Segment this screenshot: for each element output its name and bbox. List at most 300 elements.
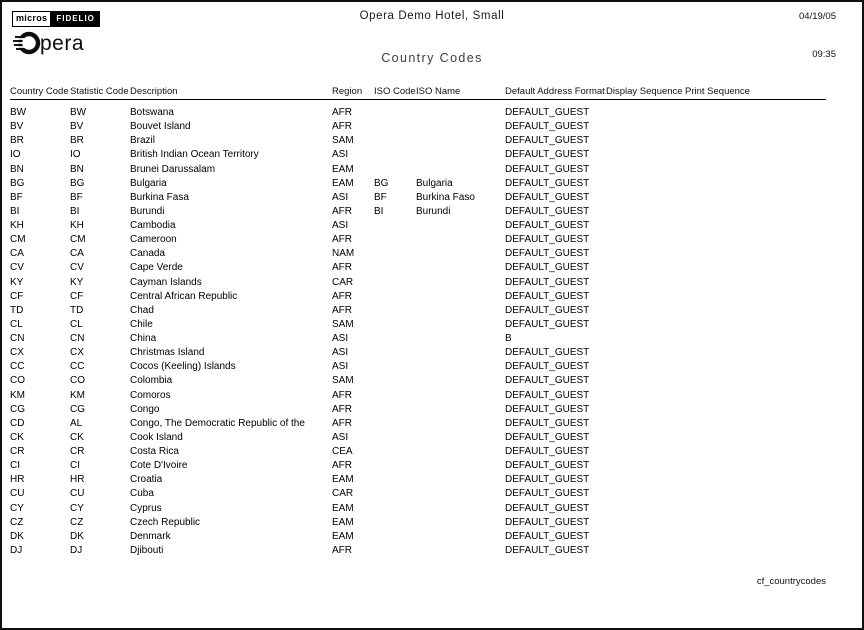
table-row: [10, 502, 826, 516]
cell-description: Botswana: [130, 107, 174, 118]
cell-iso-name: [416, 502, 505, 516]
cell-iso-name: [416, 445, 505, 459]
cell-statistic-code: CN: [70, 333, 85, 344]
cell-display-sequence: [606, 148, 685, 162]
cell-print-sequence: [685, 502, 826, 516]
cell-display-sequence: [606, 304, 685, 318]
cell-description: Brazil: [130, 135, 156, 147]
table-row: [10, 516, 826, 530]
cell-iso-code: [374, 290, 416, 304]
cell-description: Cayman Islands: [130, 276, 202, 288]
cell-region: EAM: [332, 177, 354, 189]
cell-iso-name: [416, 261, 505, 275]
table-row: [10, 459, 826, 473]
cell-iso-name: Burkina Faso: [416, 191, 475, 203]
table-row: [10, 233, 826, 247]
cell-iso-name: [416, 290, 505, 304]
cell-iso-name: Bulgaria: [416, 177, 453, 189]
cell-country-code: CR: [10, 446, 25, 457]
table-row: [10, 318, 826, 332]
cell-print-sequence: [685, 459, 826, 473]
cell-default-address-format: DEFAULT_GUEST: [505, 205, 590, 217]
cell-country-code: HR: [10, 474, 25, 486]
cell-country-code: CD: [10, 417, 25, 429]
cell-statistic-code: TD: [70, 304, 84, 316]
cell-region: ASI: [332, 220, 349, 231]
cell-print-sequence: [685, 346, 826, 360]
cell-display-sequence: [606, 417, 685, 431]
column-header-print-sequence: Print Sequence: [685, 86, 750, 97]
cell-country-code: CG: [10, 403, 25, 415]
cell-display-sequence: [606, 487, 685, 501]
cell-country-code: CZ: [10, 516, 24, 528]
column-header-iso-name: ISO Name: [416, 86, 461, 97]
cell-iso-name: [416, 318, 505, 332]
cell-statistic-code: CZ: [70, 516, 84, 528]
cell-description: Cameroon: [130, 234, 177, 246]
cell-description: Cambodia: [130, 220, 176, 231]
cell-display-sequence: [606, 318, 685, 332]
cell-iso-name: [416, 487, 505, 501]
cell-print-sequence: [685, 205, 826, 219]
cell-iso-name: [416, 163, 505, 177]
cell-iso-name: [416, 148, 505, 162]
cell-iso-code: [374, 389, 416, 403]
column-header-region: Region: [332, 86, 363, 97]
cell-statistic-code: CU: [70, 488, 85, 500]
cell-region: AFR: [332, 389, 352, 401]
cell-iso-code: [374, 431, 416, 445]
cell-country-code: BR: [10, 135, 24, 147]
cell-country-code: CM: [10, 234, 26, 246]
header-divider-line: [10, 99, 826, 100]
cell-print-sequence: [685, 431, 826, 445]
cell-print-sequence: [685, 247, 826, 261]
cell-display-sequence: [606, 530, 685, 544]
cell-region: AFR: [332, 234, 352, 246]
cell-default-address-format: DEFAULT_GUEST: [505, 347, 590, 359]
cell-display-sequence: [606, 516, 685, 530]
cell-default-address-format: DEFAULT_GUEST: [505, 234, 590, 246]
cell-display-sequence: [606, 134, 685, 148]
cell-iso-code: [374, 502, 416, 516]
table-header-row: [10, 86, 826, 97]
cell-region: ASI: [332, 333, 349, 344]
table-row: [10, 177, 826, 191]
report-time: 09:35: [812, 49, 836, 60]
cell-iso-code: [374, 120, 416, 134]
cell-description: British Indian Ocean Territory: [130, 149, 259, 161]
cell-region: CEA: [332, 446, 353, 457]
cell-description: Bouvet Island: [130, 121, 191, 133]
cell-display-sequence: [606, 191, 685, 205]
cell-region: EAM: [332, 530, 354, 542]
cell-country-code: DJ: [10, 544, 23, 556]
cell-region: SAM: [332, 318, 354, 330]
cell-iso-name: [416, 106, 505, 120]
cell-default-address-format: DEFAULT_GUEST: [505, 220, 590, 231]
cell-description: Central African Republic: [130, 290, 238, 302]
report-file-reference: cf_countrycodes: [756, 576, 826, 587]
cell-region: AFR: [332, 262, 352, 274]
country-codes-table: [10, 106, 826, 558]
cell-region: AFR: [332, 544, 352, 556]
cell-print-sequence: [685, 261, 826, 275]
cell-default-address-format: DEFAULT_GUEST: [505, 177, 590, 189]
fidelio-logo-text: FIDELIO: [51, 11, 100, 27]
cell-description: Chad: [130, 304, 154, 316]
cell-statistic-code: BV: [70, 121, 84, 133]
cell-statistic-code: BN: [70, 163, 84, 175]
cell-country-code: BI: [10, 205, 20, 217]
table-row: [10, 290, 826, 304]
cell-iso-name: [416, 346, 505, 360]
table-row: [10, 389, 826, 403]
cell-country-code: CC: [10, 361, 25, 373]
cell-country-code: CU: [10, 488, 25, 500]
cell-description: Denmark: [130, 530, 171, 542]
cell-iso-name: [416, 233, 505, 247]
cell-iso-code: [374, 459, 416, 473]
cell-default-address-format: DEFAULT_GUEST: [505, 248, 590, 260]
cell-iso-code: [374, 247, 416, 261]
cell-iso-code: [374, 304, 416, 318]
cell-country-code: KY: [10, 276, 24, 288]
cell-country-code: CL: [10, 318, 23, 330]
cell-print-sequence: [685, 233, 826, 247]
cell-country-code: IO: [10, 149, 21, 161]
cell-print-sequence: [685, 530, 826, 544]
cell-default-address-format: DEFAULT_GUEST: [505, 530, 590, 542]
cell-default-address-format: DEFAULT_GUEST: [505, 121, 590, 133]
cell-statistic-code: BI: [70, 205, 80, 217]
table-row: [10, 403, 826, 417]
cell-print-sequence: [685, 148, 826, 162]
cell-display-sequence: [606, 360, 685, 374]
cell-iso-code: [374, 332, 416, 346]
cell-description: Costa Rica: [130, 446, 179, 457]
cell-iso-code: [374, 276, 416, 290]
cell-iso-name: [416, 403, 505, 417]
cell-display-sequence: [606, 445, 685, 459]
table-row: [10, 530, 826, 544]
table-row: [10, 219, 826, 233]
cell-description: China: [130, 333, 157, 344]
cell-display-sequence: [606, 290, 685, 304]
cell-description: Colombia: [130, 375, 173, 387]
column-header-country-code: Country Code: [10, 86, 69, 97]
cell-iso-name: [416, 374, 505, 388]
cell-default-address-format: DEFAULT_GUEST: [505, 502, 590, 514]
cell-region: SAM: [332, 375, 354, 387]
cell-default-address-format: DEFAULT_GUEST: [505, 516, 590, 528]
cell-display-sequence: [606, 431, 685, 445]
cell-print-sequence: [685, 290, 826, 304]
cell-country-code: BG: [10, 177, 25, 189]
cell-display-sequence: [606, 389, 685, 403]
cell-iso-name: [416, 134, 505, 148]
table-row: [10, 374, 826, 388]
cell-iso-name: [416, 459, 505, 473]
table-row: [10, 417, 826, 431]
cell-description: Czech Republic: [130, 516, 201, 528]
table-row: [10, 276, 826, 290]
cell-country-code: CY: [10, 502, 24, 514]
cell-region: AFR: [332, 121, 352, 133]
cell-description: Christmas Island: [130, 347, 205, 359]
cell-region: AFR: [332, 205, 352, 217]
cell-iso-code: [374, 233, 416, 247]
cell-iso-name: [416, 473, 505, 487]
cell-iso-name: [416, 304, 505, 318]
table-row: [10, 191, 826, 205]
cell-default-address-format: DEFAULT_GUEST: [505, 191, 590, 203]
cell-iso-code: [374, 346, 416, 360]
cell-print-sequence: [685, 403, 826, 417]
cell-country-code: CO: [10, 375, 25, 387]
cell-print-sequence: [685, 473, 826, 487]
cell-statistic-code: CG: [70, 403, 85, 415]
cell-country-code: CK: [10, 431, 24, 443]
cell-country-code: TD: [10, 304, 24, 316]
cell-iso-name: [416, 332, 505, 346]
cell-iso-code: BI: [374, 205, 384, 217]
cell-country-code: KM: [10, 389, 25, 401]
cell-region: AFR: [332, 304, 352, 316]
cell-iso-name: [416, 389, 505, 403]
cell-default-address-format: DEFAULT_GUEST: [505, 276, 590, 288]
cell-default-address-format: DEFAULT_GUEST: [505, 262, 590, 274]
cell-iso-name: [416, 417, 505, 431]
cell-print-sequence: [685, 445, 826, 459]
cell-statistic-code: CF: [70, 290, 84, 302]
cell-default-address-format: DEFAULT_GUEST: [505, 488, 590, 500]
cell-display-sequence: [606, 163, 685, 177]
table-row: [10, 346, 826, 360]
micros-logo-text: micros: [12, 11, 51, 27]
cell-print-sequence: [685, 544, 826, 558]
cell-statistic-code: BG: [70, 177, 85, 189]
cell-region: ASI: [332, 431, 349, 443]
cell-default-address-format: DEFAULT_GUEST: [505, 544, 590, 556]
column-header-default-address-format: Default Address Format: [505, 86, 605, 97]
cell-iso-name: [416, 360, 505, 374]
cell-region: AFR: [332, 460, 352, 472]
cell-display-sequence: [606, 177, 685, 191]
cell-country-code: CX: [10, 347, 24, 359]
cell-description: Chile: [130, 318, 153, 330]
cell-default-address-format: DEFAULT_GUEST: [505, 318, 590, 330]
cell-statistic-code: DK: [70, 530, 84, 542]
cell-statistic-code: KY: [70, 276, 84, 288]
cell-display-sequence: [606, 544, 685, 558]
cell-country-code: CA: [10, 248, 24, 260]
cell-default-address-format: DEFAULT_GUEST: [505, 446, 590, 457]
cell-display-sequence: [606, 459, 685, 473]
cell-statistic-code: CO: [70, 375, 85, 387]
cell-description: Burundi: [130, 205, 165, 217]
cell-iso-name: Burundi: [416, 205, 451, 217]
cell-statistic-code: CK: [70, 431, 84, 443]
cell-print-sequence: [685, 276, 826, 290]
cell-print-sequence: [685, 389, 826, 403]
cell-description: Congo, The Democratic Republic of the: [130, 417, 305, 429]
cell-iso-code: [374, 148, 416, 162]
cell-iso-code: [374, 134, 416, 148]
cell-region: ASI: [332, 361, 349, 373]
cell-description: Bulgaria: [130, 177, 167, 189]
cell-print-sequence: [685, 219, 826, 233]
cell-country-code: CV: [10, 262, 24, 274]
cell-default-address-format: DEFAULT_GUEST: [505, 290, 590, 302]
cell-region: CAR: [332, 488, 354, 500]
cell-iso-code: [374, 516, 416, 530]
column-header-iso-code: ISO Code: [374, 86, 416, 97]
cell-print-sequence: [685, 318, 826, 332]
cell-iso-code: BG: [374, 177, 389, 189]
cell-region: AFR: [332, 403, 352, 415]
cell-iso-name: [416, 544, 505, 558]
cell-description: Djibouti: [130, 544, 164, 556]
table-row: [10, 473, 826, 487]
cell-statistic-code: DJ: [70, 544, 83, 556]
cell-display-sequence: [606, 276, 685, 290]
cell-country-code: CF: [10, 290, 24, 302]
cell-iso-name: [416, 219, 505, 233]
cell-region: EAM: [332, 163, 354, 175]
cell-print-sequence: [685, 487, 826, 501]
cell-iso-code: [374, 530, 416, 544]
cell-display-sequence: [606, 261, 685, 275]
cell-region: EAM: [332, 516, 354, 528]
cell-country-code: DK: [10, 530, 24, 542]
cell-iso-code: BF: [374, 191, 387, 203]
cell-iso-name: [416, 120, 505, 134]
opera-logo-text: pera: [40, 31, 85, 55]
cell-iso-code: [374, 318, 416, 332]
cell-iso-code: [374, 473, 416, 487]
table-row: [10, 360, 826, 374]
cell-display-sequence: [606, 205, 685, 219]
table-row: [10, 134, 826, 148]
cell-statistic-code: CA: [70, 248, 84, 260]
cell-statistic-code: CL: [70, 318, 83, 330]
cell-default-address-format: DEFAULT_GUEST: [505, 431, 590, 443]
cell-print-sequence: [685, 106, 826, 120]
cell-default-address-format: DEFAULT_GUEST: [505, 361, 590, 373]
cell-default-address-format: DEFAULT_GUEST: [505, 375, 590, 387]
table-row: [10, 247, 826, 261]
cell-country-code: BF: [10, 191, 23, 203]
cell-iso-name: [416, 530, 505, 544]
cell-region: ASI: [332, 149, 349, 161]
cell-iso-name: [416, 247, 505, 261]
cell-default-address-format: DEFAULT_GUEST: [505, 460, 590, 472]
table-row: [10, 544, 826, 558]
cell-iso-code: [374, 219, 416, 233]
cell-description: Brunei Darussalam: [130, 163, 216, 175]
cell-country-code: BN: [10, 163, 24, 175]
cell-iso-code: [374, 106, 416, 120]
table-row: [10, 106, 826, 120]
cell-statistic-code: CV: [70, 262, 84, 274]
table-row: [10, 148, 826, 162]
cell-display-sequence: [606, 332, 685, 346]
cell-description: Comoros: [130, 389, 171, 401]
cell-description: Croatia: [130, 474, 163, 486]
cell-country-code: BV: [10, 121, 24, 133]
cell-iso-code: [374, 417, 416, 431]
cell-print-sequence: [685, 516, 826, 530]
cell-statistic-code: BW: [70, 107, 87, 118]
cell-iso-name: [416, 431, 505, 445]
cell-description: Cuba: [130, 488, 154, 500]
cell-display-sequence: [606, 106, 685, 120]
cell-iso-code: [374, 163, 416, 177]
table-row: [10, 332, 826, 346]
cell-default-address-format: DEFAULT_GUEST: [505, 474, 590, 486]
cell-statistic-code: HR: [70, 474, 85, 486]
cell-print-sequence: [685, 191, 826, 205]
cell-description: Cape Verde: [130, 262, 183, 274]
cell-country-code: CI: [10, 460, 20, 472]
cell-country-code: BW: [10, 107, 27, 118]
page-title: Country Codes: [381, 51, 483, 65]
cell-region: NAM: [332, 248, 355, 260]
cell-iso-code: [374, 360, 416, 374]
cell-print-sequence: [685, 134, 826, 148]
cell-iso-name: [416, 516, 505, 530]
cell-iso-code: [374, 544, 416, 558]
cell-iso-code: [374, 261, 416, 275]
cell-region: AFR: [332, 107, 352, 118]
cell-country-code: KH: [10, 220, 24, 231]
cell-region: ASI: [332, 347, 349, 359]
cell-statistic-code: CX: [70, 347, 84, 359]
hotel-name: Opera Demo Hotel, Small: [359, 10, 505, 22]
cell-display-sequence: [606, 346, 685, 360]
cell-display-sequence: [606, 403, 685, 417]
cell-region: AFR: [332, 417, 352, 429]
table-row: [10, 304, 826, 318]
cell-iso-code: [374, 374, 416, 388]
cell-statistic-code: AL: [70, 417, 83, 429]
cell-description: Congo: [130, 403, 160, 415]
cell-statistic-code: CC: [70, 361, 85, 373]
table-row: [10, 163, 826, 177]
cell-statistic-code: CY: [70, 502, 84, 514]
cell-description: Canada: [130, 248, 166, 260]
cell-print-sequence: [685, 120, 826, 134]
cell-description: Cook Island: [130, 431, 183, 443]
cell-iso-code: [374, 403, 416, 417]
column-header-statistic-code: Statistic Code: [70, 86, 129, 97]
cell-region: CAR: [332, 276, 354, 288]
cell-print-sequence: [685, 332, 826, 346]
cell-country-code: CN: [10, 333, 25, 344]
cell-region: EAM: [332, 474, 354, 486]
cell-display-sequence: [606, 219, 685, 233]
cell-default-address-format: DEFAULT_GUEST: [505, 149, 590, 161]
cell-statistic-code: KH: [70, 220, 84, 231]
cell-statistic-code: CM: [70, 234, 86, 246]
cell-default-address-format: DEFAULT_GUEST: [505, 417, 590, 429]
cell-display-sequence: [606, 473, 685, 487]
cell-iso-code: [374, 445, 416, 459]
cell-display-sequence: [606, 247, 685, 261]
cell-display-sequence: [606, 374, 685, 388]
cell-print-sequence: [685, 177, 826, 191]
